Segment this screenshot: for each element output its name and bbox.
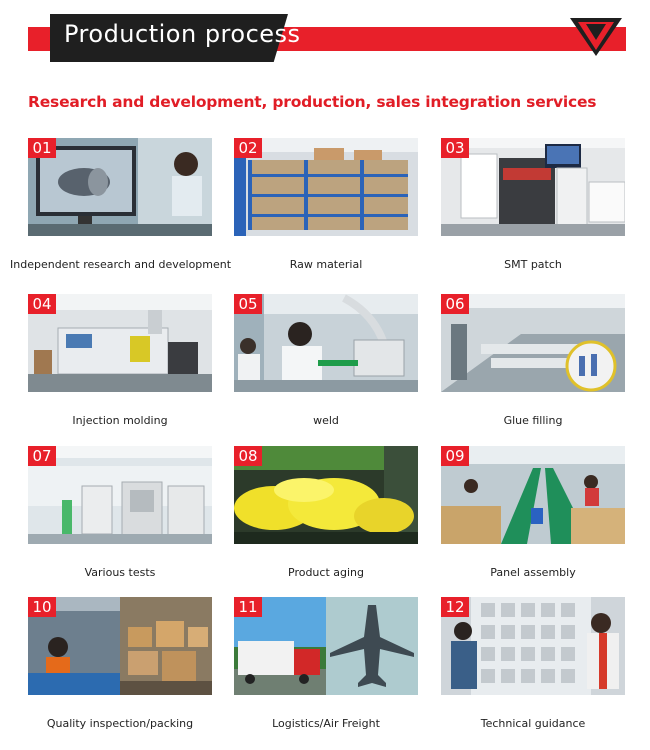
- step-number: 12: [441, 597, 469, 617]
- process-step-04: [28, 294, 228, 427]
- step-number: 05: [234, 294, 262, 314]
- process-step-03: [441, 138, 641, 271]
- step-number: 02: [234, 138, 262, 158]
- step-caption: Various tests: [84, 566, 156, 579]
- page-subtitle: Research and development, production, sales integration services: [28, 93, 597, 111]
- process-step-12: [441, 597, 641, 730]
- step-caption: Independent research and development: [10, 258, 232, 271]
- step-number: 10: [28, 597, 56, 617]
- step-caption: Raw material: [289, 258, 363, 271]
- process-step-06: [441, 294, 641, 427]
- process-step-07: [28, 446, 228, 579]
- step-number: 08: [234, 446, 262, 466]
- step-number: 04: [28, 294, 56, 314]
- step-number: 03: [441, 138, 469, 158]
- step-number: 11: [234, 597, 262, 617]
- page-title: Production process: [64, 20, 301, 48]
- process-step-05: [234, 294, 434, 427]
- process-step-10: [28, 597, 228, 730]
- step-caption: Logistics/Air Freight: [272, 717, 380, 730]
- step-number: 09: [441, 446, 469, 466]
- step-caption: Injection molding: [72, 414, 168, 427]
- step-number: 07: [28, 446, 56, 466]
- step-number: 06: [441, 294, 469, 314]
- step-number: 01: [28, 138, 56, 158]
- process-step-01: [10, 138, 232, 271]
- process-step-02: [234, 138, 434, 271]
- step-caption: Product aging: [288, 566, 364, 579]
- step-caption: SMT patch: [504, 258, 562, 271]
- step-caption: Quality inspection/packing: [46, 717, 194, 730]
- step-caption: Glue filling: [503, 414, 563, 427]
- process-step-11: [234, 597, 434, 730]
- process-step-08: [234, 446, 434, 579]
- step-caption: Panel assembly: [490, 566, 576, 579]
- step-caption: weld: [313, 414, 339, 427]
- process-step-09: [441, 446, 641, 579]
- step-caption: Technical guidance: [480, 717, 586, 730]
